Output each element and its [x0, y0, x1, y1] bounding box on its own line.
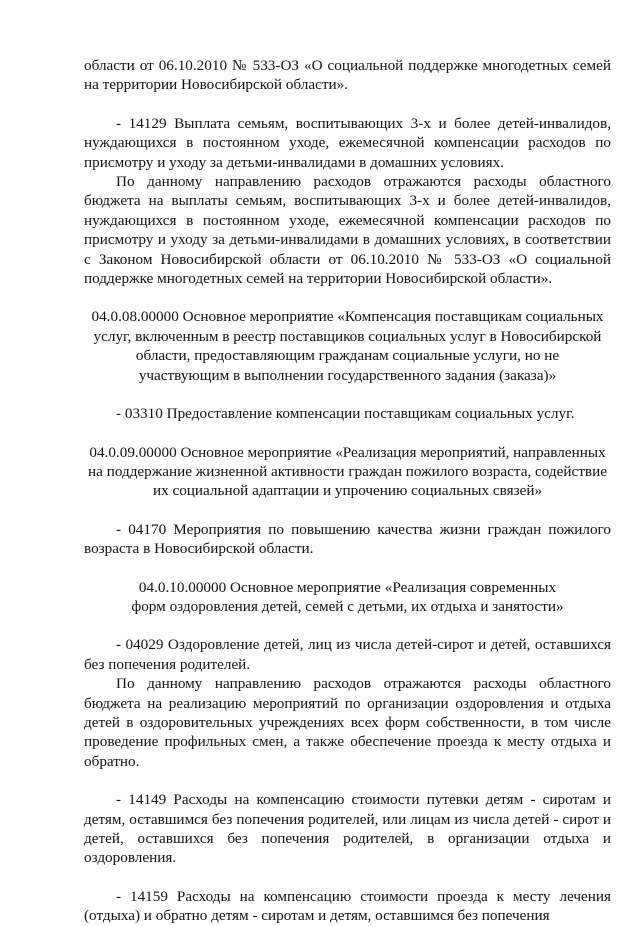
paragraph-14159: - 14159 Расходы на компенсацию стоимости проезда к месту лечения (отдыха) и обратно детям - сиротам и детям, оставшимся без попечения — [84, 887, 611, 925]
paragraph-14149: - 14149 Расходы на компенсацию стоимости путевки детям - сиротам и детям, оставшимся без попечения родителей, или лицам из числа детей - сирот и детей, оставшихся без попечения родителей, в организации отдыха и оздоровления. — [84, 791, 611, 867]
paragraph-14129: - 14129 Выплата семьям, воспитывающих 3-х и более детей-инвалидов, нуждающихся в постоянном уходе, ежемесячной компенсации расходов по присмотру и уходу за детьми-инвалидами в домашних условиях. — [84, 114, 611, 171]
heading-04-0-08: 04.0.08.00000 Основное мероприятие «Компенсация поставщикам социальных услуг, включенным в реестр поставщиков социальных услуг в Новосибирской области, предоставляющим гражданам социальные услуги, но не участвующим в выполнении государственного задания (заказа)» — [91, 308, 604, 384]
paragraph-14129-description: По данному направлению расходов отражаются расходы областного бюджета на выплаты семьям, воспитывающих 3-х и более детей-инвалидов, нуждающихся в постоянном уходе, ежемесячной компенсации расходов по присмотру и уходу за детьми-инвалидами в домашних условиях, в соответствии с Законом Новосибирской области от 06.10.2010 № 533-ОЗ «О социальной поддержке многодетных семей на территории Новосибирской области». — [84, 173, 611, 288]
heading-04-0-10: 04.0.10.00000 Основное мероприятие «Реализация современных форм оздоровления детей, семей с детьми, их отдыха и занятости» — [131, 578, 564, 615]
heading-04-0-09: 04.0.09.00000 Основное мероприятие «Реализация мероприятий, направленных на поддержание жизненной активности граждан пожилого возраста, содействие их социальной адаптации и упрочению социальных связей» — [88, 443, 607, 500]
paragraph-03310: - 03310 Предоставление компенсации поставщикам социальных услуг. — [116, 405, 575, 423]
paragraph-04170: - 04170 Мероприятия по повышению качества жизни граждан пожилого возраста в Новосибирской области. — [84, 520, 611, 558]
document-page — [84, 56, 611, 926]
paragraph-law-reference: области от 06.10.2010 № 533-ОЗ «О социальной поддержке многодетных семей на территории Новосибирской области». — [84, 57, 611, 94]
paragraph-04029: - 04029 Оздоровление детей, лиц из числа детей-сирот и детей, оставшихся без попечения родителей. — [84, 636, 611, 673]
paragraph-04029-description: По данному направлению расходов отражаются расходы областного бюджета на реализацию мероприятий по организации оздоровления и отдыха детей в оздоровительных учреждениях всех форм собственности, в том числе проведение профильных смен, а также обеспечение проезда к месту отдыха и обратно. — [84, 675, 611, 770]
